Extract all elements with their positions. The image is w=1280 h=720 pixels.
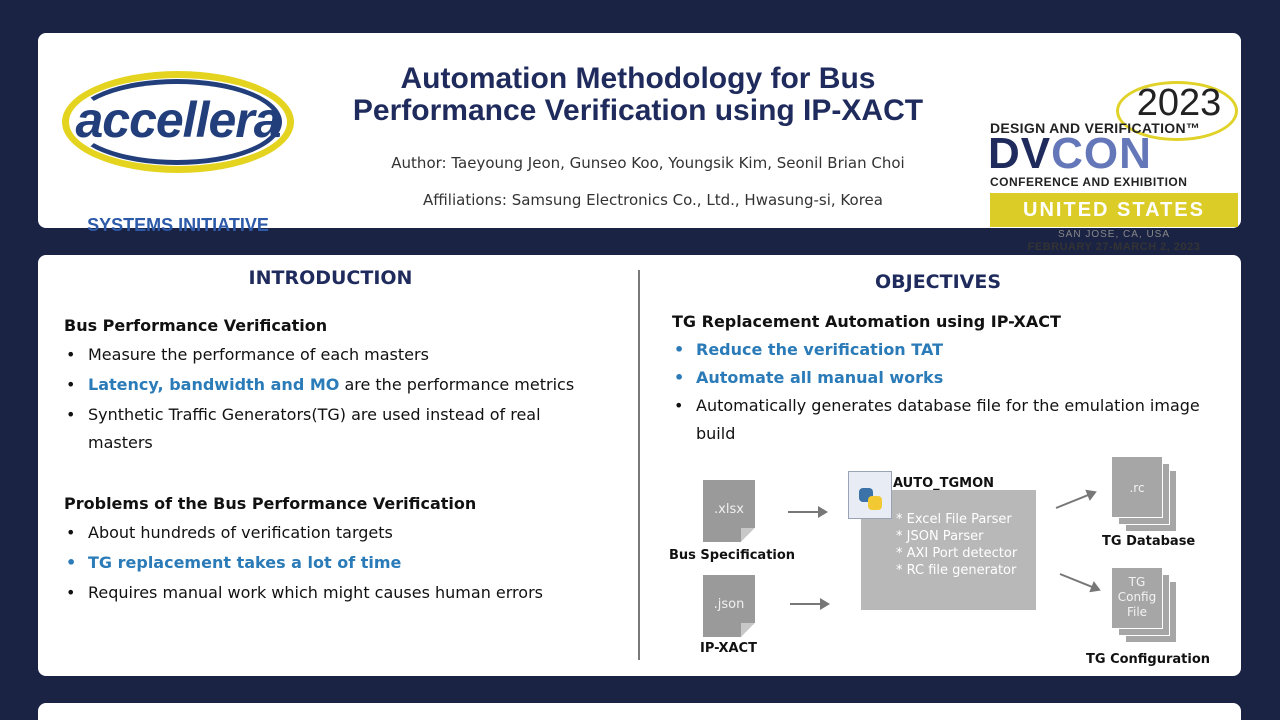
list-item: • Requires manual work which might causes human errors xyxy=(64,579,614,607)
arrow-icon xyxy=(790,603,828,605)
list-item: * AXI Port detector xyxy=(896,546,1018,561)
dvcon-wordmark xyxy=(988,131,1240,177)
author-line: Author: Taeyoung Jeon, Gunseo Koo, Youngsik Kim, Seonil Brian Choi xyxy=(391,154,905,172)
list-item: * JSON Parser xyxy=(896,529,984,544)
intro-list-1 xyxy=(64,341,604,459)
dvcon-line1: DESIGN AND VERIFICATION™ xyxy=(990,120,1201,136)
poster-title: Automation Methodology for Bus Performance Verification using IP-XACT xyxy=(352,62,924,127)
list-item xyxy=(64,371,604,399)
cfg-doc-line: Config xyxy=(1117,590,1157,604)
arrow-icon xyxy=(1060,573,1100,591)
accellera-subtitle: SYSTEMS INITIATIVE xyxy=(87,215,269,235)
intro-subheading-2: Problems of the Bus Performance Verification xyxy=(64,494,477,513)
dvcon-line2: CONFERENCE AND EXHIBITION xyxy=(990,175,1188,189)
dvcon-logo xyxy=(988,73,1240,257)
cfg-doc-line: File xyxy=(1126,605,1148,619)
xlsx-document-icon: .xlsx xyxy=(703,480,755,542)
column-divider xyxy=(638,270,640,660)
introduction-heading: INTRODUCTION xyxy=(248,267,413,289)
list-item: • Synthetic Traffic Generators(TG) are used instead of real masters xyxy=(64,401,604,457)
tool-feature-list xyxy=(896,511,1017,579)
list-item-text: are the performance metrics xyxy=(339,375,575,394)
arrow-icon xyxy=(788,511,826,513)
python-logo-yellow xyxy=(868,496,882,510)
list-item: • About hundreds of verification targets xyxy=(64,519,614,547)
auto-tgmon-label: AUTO_TGMON xyxy=(893,476,995,491)
dvcon-year: 2023 xyxy=(1136,82,1222,124)
list-item: * Excel File Parser xyxy=(896,512,1012,527)
list-item: • TG replacement takes a lot of time xyxy=(64,549,614,577)
dvcon-location: SAN JOSE, CA, USA xyxy=(1057,229,1171,240)
list-item: • Reduce the verification TAT xyxy=(672,336,1202,364)
tg-configuration-label: TG Configuration xyxy=(1086,652,1211,667)
json-document-icon: .json xyxy=(703,575,755,637)
objectives-list xyxy=(672,336,1202,450)
intro-list-2 xyxy=(64,519,614,609)
highlight-text: Latency, bandwidth and MO xyxy=(88,375,340,394)
list-item: • Automatically generates database file for the emulation image build xyxy=(672,392,1202,448)
list-item: * RC file generator xyxy=(896,563,1017,578)
next-section-panel xyxy=(38,703,1241,720)
accellera-wordmark: accellera xyxy=(75,92,281,148)
list-item: • Measure the performance of each masters xyxy=(64,341,604,369)
arrow-icon xyxy=(1056,491,1096,509)
header-panel xyxy=(38,33,1241,253)
dvcon-con: CON xyxy=(1051,129,1152,178)
cfg-doc-line: TG xyxy=(1128,575,1146,589)
intro-subheading-1: Bus Performance Verification xyxy=(64,316,328,335)
dvcon-date: FEBRUARY 27-MARCH 2, 2023 xyxy=(1027,241,1201,253)
affiliations-line: Affiliations: Samsung Electronics Co., Ltd., Hwasung-si, Korea xyxy=(423,191,883,209)
python-file-icon xyxy=(848,471,892,519)
ip-xact-label: IP-XACT xyxy=(700,641,757,656)
dvcon-dv: DV xyxy=(988,129,1052,178)
objectives-heading: OBJECTIVES xyxy=(874,271,1002,293)
rc-document-icon: .rc xyxy=(1129,481,1145,495)
cfg-document-icon xyxy=(1111,575,1163,620)
list-item: • Automate all manual works xyxy=(672,364,1202,392)
accellera-logo xyxy=(58,67,298,237)
content-panel xyxy=(38,255,1241,676)
bus-spec-label: Bus Specification xyxy=(669,548,796,563)
dvcon-band: UNITED STATES xyxy=(990,193,1238,227)
tg-database-label: TG Database xyxy=(1102,534,1196,549)
objectives-subheading: TG Replacement Automation using IP-XACT xyxy=(672,312,1061,331)
